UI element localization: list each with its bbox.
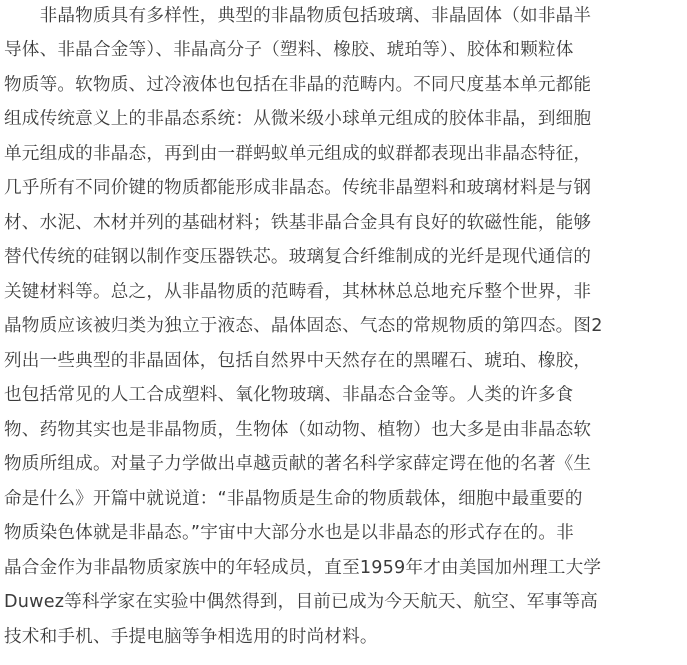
paragraph-line: 晶物质应该被归类为独立于液态、晶体固态、气态的常规物质的第四态。图2 bbox=[4, 316, 603, 336]
paragraph-line: 非晶物质具有多样性，典型的非晶物质包括玻璃、非晶固体（如非晶半 bbox=[4, 6, 592, 26]
paragraph-line: 导体、非晶合金等）、非晶高分子（塑料、橡胶、琥珀等）、胶体和颗粒体 bbox=[4, 40, 574, 60]
paragraph-line: 命是什么》开篇中就说道：“非晶物质是生命的物质载体，细胞中最重要的 bbox=[4, 489, 583, 509]
paragraph-line: 技术和手机、手提电脑等争相选用的时尚材料。 bbox=[4, 627, 378, 647]
paragraph-line: 物质所组成。对量子力学做出卓越贡献的著名科学家薛定谔在他的名著《生 bbox=[4, 454, 592, 474]
paragraph-line: 材、水泥、木材并列的基础材料；铁基非晶合金具有良好的软磁性能，能够 bbox=[4, 213, 592, 233]
paragraph-line: 关键材料等。总之，从非晶物质的范畴看，其林林总总地充斥整个世界，非 bbox=[4, 282, 592, 302]
paragraph-line: 列出一些典型的非晶固体，包括自然界中天然存在的黑曜石、琥珀、橡胶， bbox=[4, 351, 592, 371]
paragraph-line: 几乎所有不同价键的物质都能形成非晶态。传统非晶塑料和玻璃材料是与钢 bbox=[4, 178, 592, 198]
paragraph-line: 物、药物其实也是非晶物质，生物体（如动物、植物）也大多是由非晶态软 bbox=[4, 420, 592, 440]
paragraph-line: 替代传统的硅钢以制作变压器铁芯。玻璃复合纤维制成的光纤是现代通信的 bbox=[4, 247, 592, 267]
paragraph-line: Duwez等科学家在实验中偶然得到，目前已成为今天航天、航空、军事等高 bbox=[4, 592, 598, 612]
paragraph-line: 晶合金作为非晶物质家族中的年轻成员，直至1959年才由美国加州理工大学 bbox=[4, 558, 602, 578]
paragraph-line: 单元组成的非晶态，再到由一群蚂蚁单元组成的蚁群都表现出非晶态特征， bbox=[4, 144, 592, 164]
paragraph-line: 物质等。软物质、过冷液体也包括在非晶的范畴内。不同尺度基本单元都能 bbox=[4, 75, 592, 95]
paragraph-line: 物质染色体就是非晶态。”宇宙中大部分水也是以非晶态的形式存在的。非 bbox=[4, 523, 574, 543]
paragraph-line: 也包括常见的人工合成塑料、氧化物玻璃、非晶态合金等。人类的许多食 bbox=[4, 385, 574, 405]
paragraph-line: 组成传统意义上的非晶态系统：从微米级小球单元组成的胶体非晶，到细胞 bbox=[4, 109, 592, 129]
